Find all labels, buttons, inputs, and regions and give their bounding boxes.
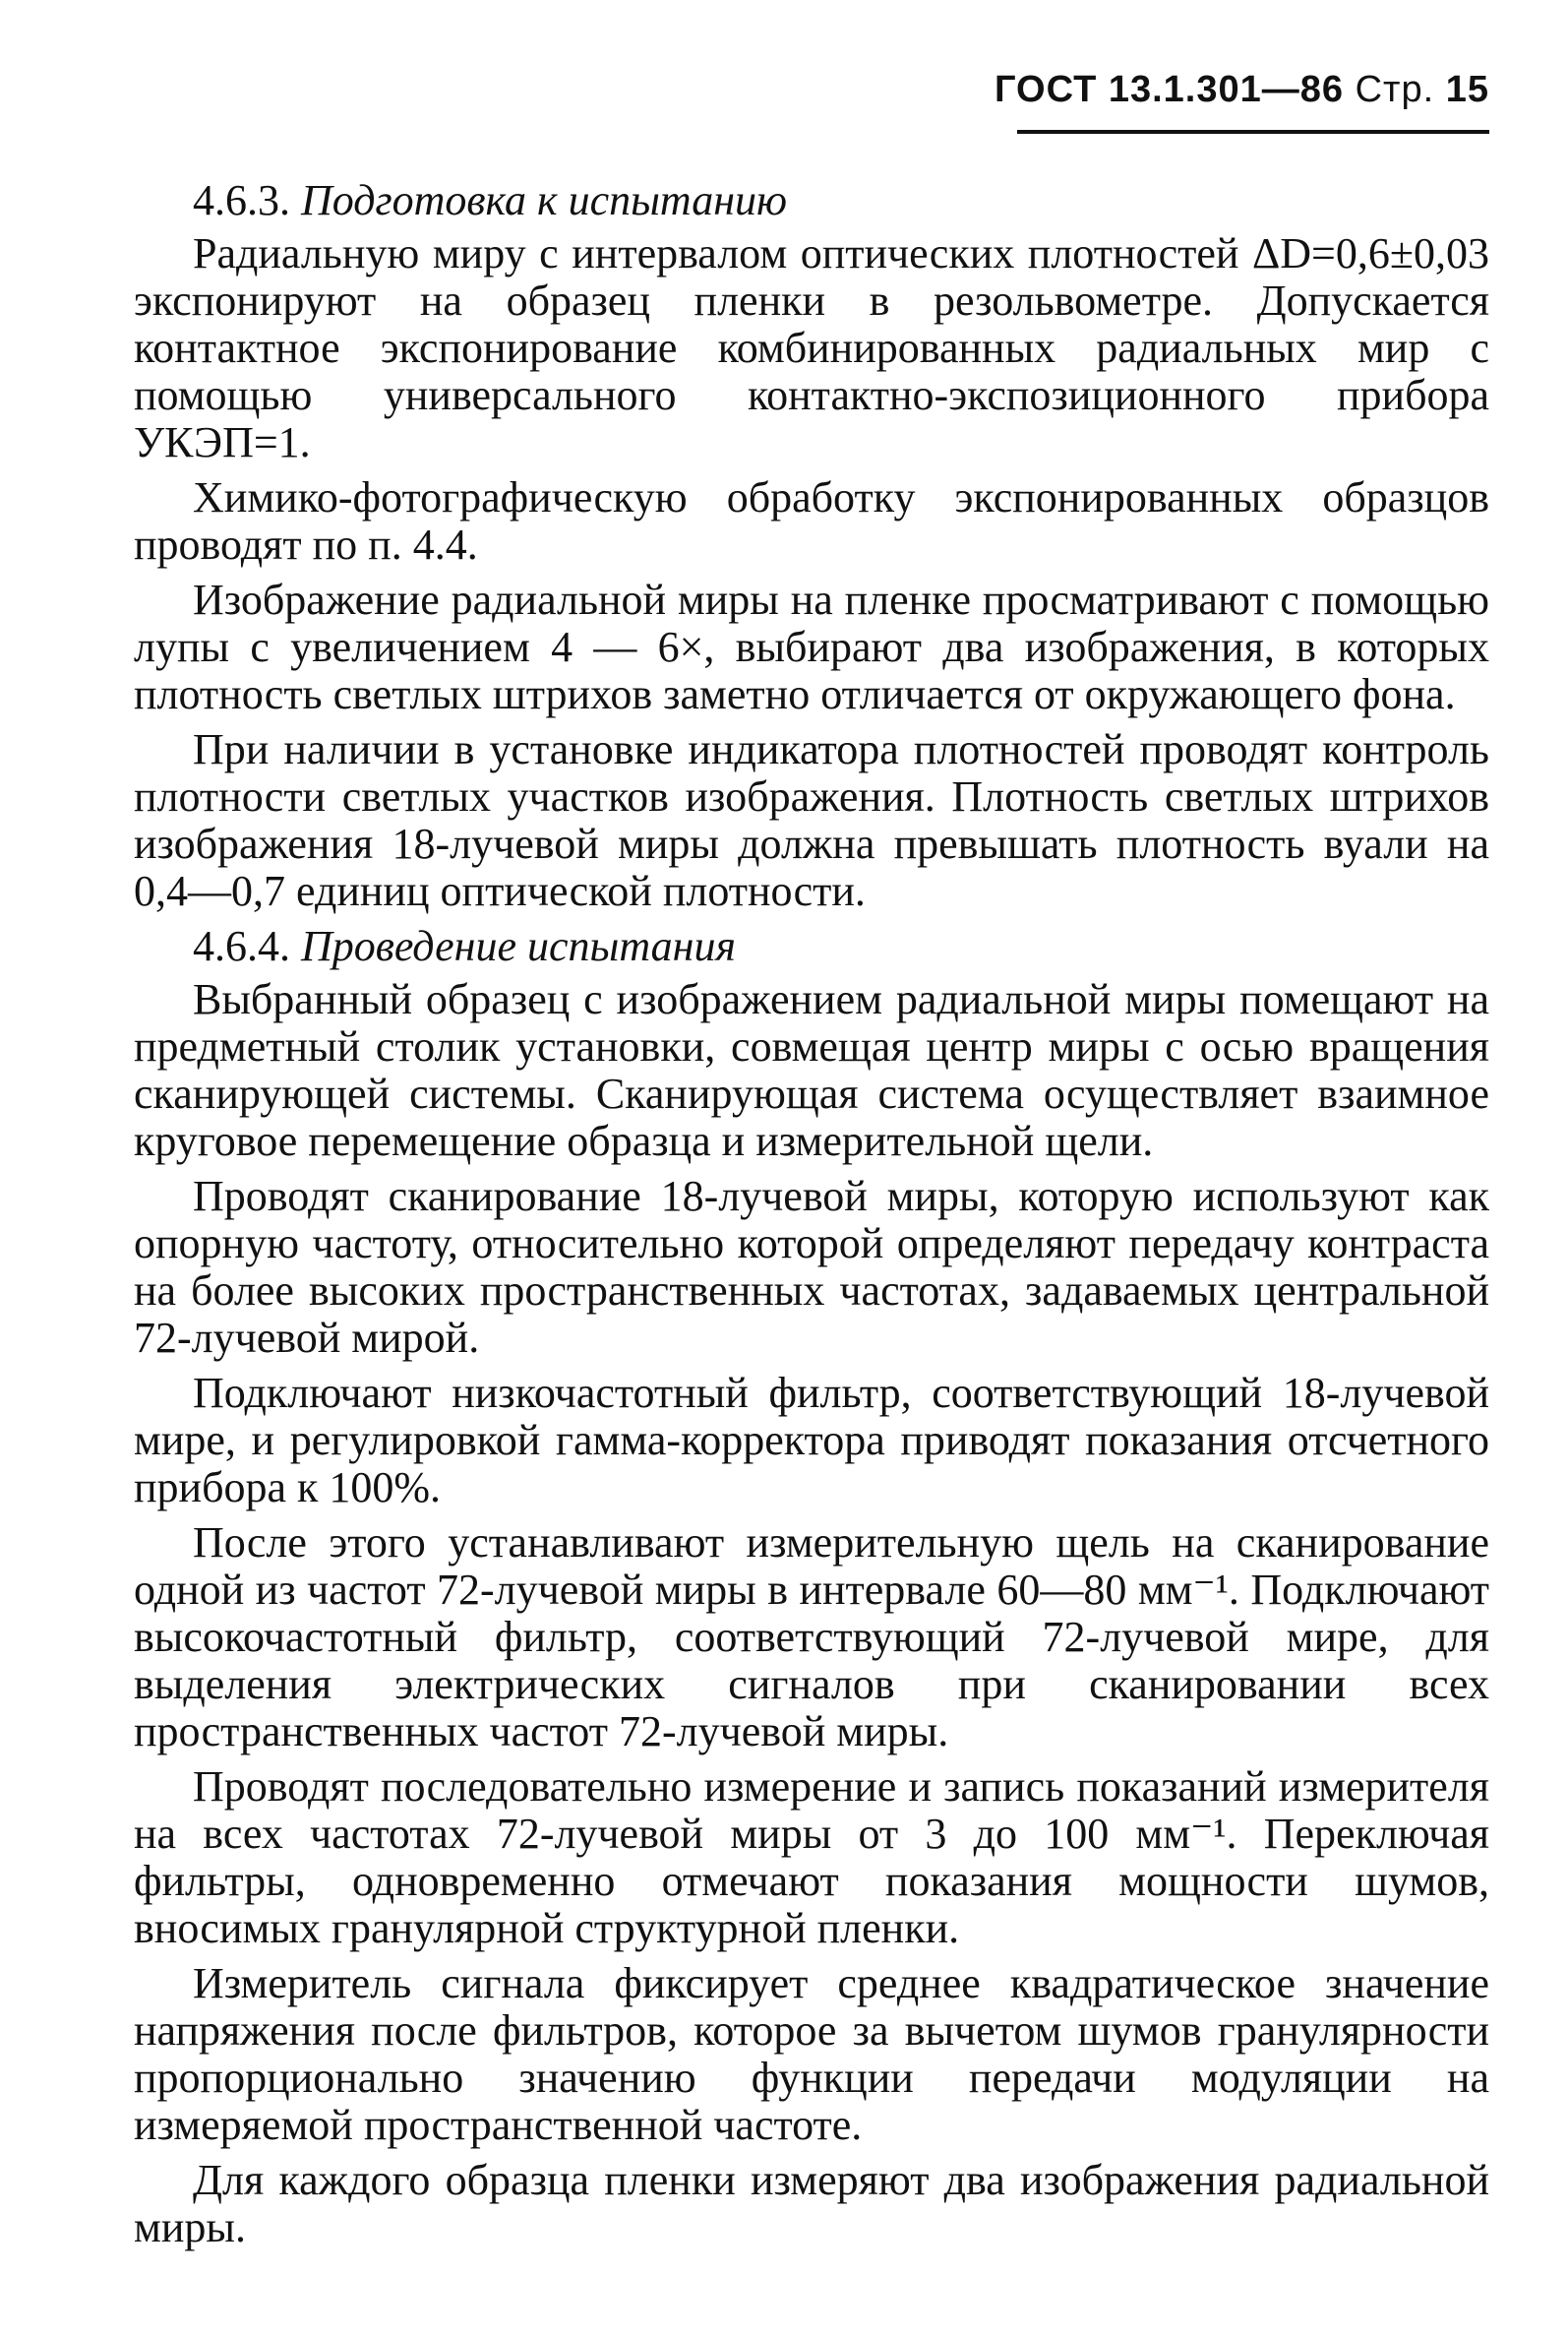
paragraph: При наличии в установке индикатора плотностей проводят контроль плотности светлых участков изображения. Плотность светлых штрихов изображения 18-лучевой миры должна превышать плотность вуали на 0,4—0,7 единиц оптической плотности. [134, 725, 1489, 915]
paragraph: Для каждого образца пленки измеряют два изображения радиальной миры. [134, 2156, 1489, 2251]
section-title: Проведение испытания [301, 922, 736, 970]
section-heading-4-6-4 [134, 923, 1489, 970]
page-label: Стр. [1355, 69, 1435, 110]
section-number: 4.6.3. [193, 176, 290, 224]
paragraph: Изображение радиальной миры на пленке просматривают с помощью лупы с увеличением 4 — 6×, выбирают два изображения, в которых плотность светлых штрихов заметно отличается от окружающего фона. [134, 576, 1489, 718]
section-heading-4-6-3 [134, 177, 1489, 224]
section-title: Подготовка к испытанию [301, 176, 788, 224]
paragraph: Радиальную миру с интервалом оптических плотностей ΔD=0,6±0,03 экспонируют на образец пленки в резольвометре. Допускается контактное экспонирование комбинированных радиальных мир с помощью универсального контактно-экспозиционного прибора УКЭП=1. [134, 229, 1489, 466]
paragraph: Измеритель сигнала фиксирует среднее квадратическое значение напряжения после фильтров, которое за вычетом шумов гранулярности пропорционально значению функции передачи модуляции на измеряемой пространственной частоте. [134, 1959, 1489, 2149]
running-header [995, 69, 1489, 111]
paragraph: Проводят последовательно измерение и запись показаний измерителя на всех частотах 72-лучевой миры от 3 до 100 мм⁻¹. Переключая фильтры, одновременно отмечают показания мощности шумов, вносимых гранулярной структурной пленки. [134, 1762, 1489, 1952]
paragraph: Выбранный образец с изображением радиальной миры помещают на предметный столик установки, совмещая центр миры с осью вращения сканирующей системы. Сканирующая система осуществляет взаимное круговое перемещение образца и измерительной щели. [134, 975, 1489, 1165]
section-number: 4.6.4. [193, 922, 290, 970]
paragraph: Проводят сканирование 18-лучевой миры, которую используют как опорную частоту, относительно которой определяют передачу контраста на более высоких пространственных частотах, задаваемых центральной 72-лучевой мирой. [134, 1172, 1489, 1362]
paragraph: После этого устанавливают измерительную щель на сканирование одной из частот 72-лучевой миры в интервале 60—80 мм⁻¹. Подключают высокочастотный фильтр, соответствующий 72-лучевой мире, для выделения электрических сигналов при сканировании всех пространственных частот 72-лучевой миры. [134, 1518, 1489, 1755]
header-rule [1017, 130, 1489, 134]
paragraph: Подключают низкочастотный фильтр, соответствующий 18-лучевой мире, и регулировкой гамма-корректора приводят показания отсчетного прибора к 100%. [134, 1369, 1489, 1511]
paragraph: Химико-фотографическую обработку экспонированных образцов проводят по п. 4.4. [134, 473, 1489, 569]
page-number: 15 [1445, 69, 1489, 110]
body-text [134, 177, 1489, 2259]
doc-code: ГОСТ 13.1.301—86 [994, 69, 1345, 110]
